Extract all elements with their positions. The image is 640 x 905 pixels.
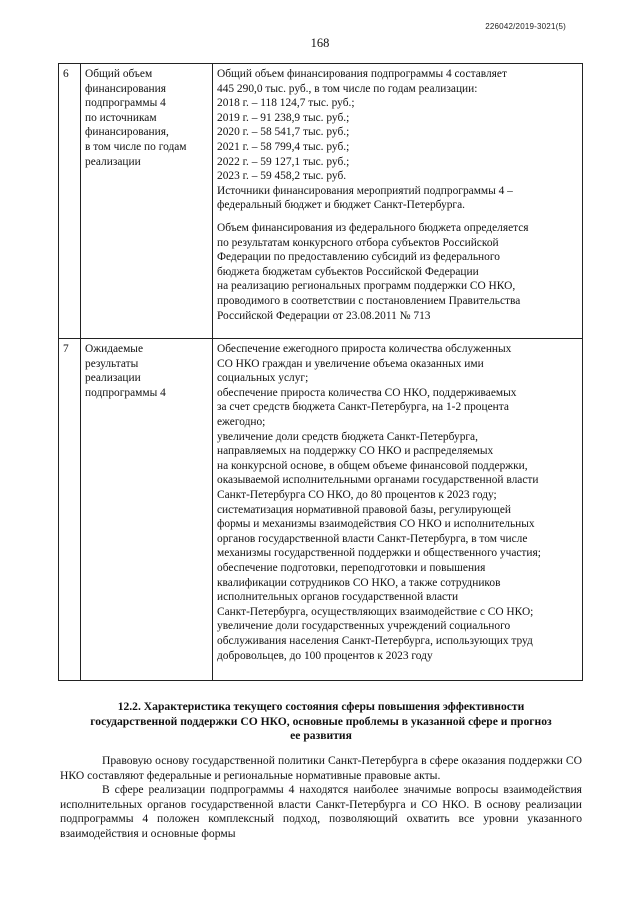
- label-line: финансирования,: [85, 126, 169, 139]
- content-line: СО НКО граждан и увеличение объема оказанных ими: [217, 357, 484, 370]
- content-line: на конкурсной основе, в общем объеме финансовой поддержки,: [217, 459, 528, 472]
- section-body: [60, 754, 582, 842]
- content-line: Санкт-Петербурга, осуществляющих взаимодействие с СО НКО;: [217, 605, 534, 618]
- content-line: 2018 г. – 118 124,7 тыс. руб.;: [217, 97, 355, 110]
- label-line: по источникам: [85, 111, 157, 124]
- row-number: 7: [59, 339, 81, 681]
- content-line: социальных услуг;: [217, 372, 309, 385]
- body-paragraph: Правовую основу государственной политики Санкт-Петербурга в сфере оказания поддержки СО НКО составляют федеральные и региональные нормативные правовые акты.: [60, 754, 582, 782]
- content-line: за счет средств бюджета Санкт-Петербурга, на 1-2 процента: [217, 401, 509, 414]
- row-number: 6: [59, 64, 81, 339]
- content-line: квалификации сотрудников СО НКО, а также сотрудников: [217, 576, 501, 589]
- content-line: обеспечение прироста количества СО НКО, поддерживаемых: [217, 386, 517, 399]
- content-line: увеличение доли государственных учреждений социального: [217, 620, 511, 633]
- section-title-line: ее развития: [290, 729, 352, 742]
- content-line: на реализацию региональных программ поддержки СО НКО,: [217, 280, 516, 293]
- label-line: подпрограммы 4: [85, 97, 166, 110]
- label-line: результаты: [85, 357, 139, 370]
- page-number: 168: [310, 36, 330, 50]
- document-code: 226042/2019-3021(5): [485, 22, 566, 31]
- content-line: направляемых на поддержку СО НКО и распределяемых: [217, 445, 494, 458]
- content-line: увеличение доли средств бюджета Санкт-Петербурга,: [217, 430, 478, 443]
- label-line: реализации: [85, 372, 141, 385]
- content-line: механизмы государственной поддержки и общественного участия;: [217, 547, 541, 560]
- content-line: 2020 г. – 58 541,7 тыс. руб.;: [217, 126, 350, 139]
- content-line: органов государственной власти Санкт-Петербурга, в том числе: [217, 532, 528, 545]
- content-line: бюджета бюджетам субъектов Российской Федерации: [217, 265, 479, 278]
- section-title-line: государственной поддержки СО НКО, основные проблемы в указанной сфере и прогноз: [90, 714, 552, 728]
- content-line: Федерации по предоставлению субсидий из федерального: [217, 251, 500, 264]
- section-title-line: 12.2. Характеристика текущего состояния сферы повышения эффективности: [117, 700, 525, 713]
- content-line: исполнительных органов государственной власти: [217, 591, 459, 604]
- content-line: добровольцев, до 100 процентов к 2023 году: [217, 649, 433, 662]
- row-content: [213, 64, 583, 339]
- content-line: 445 290,0 тыс. руб., в том числе по годам реализации:: [217, 82, 478, 95]
- content-line: Российской Федерации от 23.08.2011 № 713: [217, 309, 431, 322]
- row-label: [81, 64, 213, 339]
- content-line: проводимого в соответствии с постановлением Правительства: [217, 294, 521, 307]
- content-line: Обеспечение ежегодного прироста количества обслуженных: [217, 343, 512, 356]
- content-line: по результатам конкурсного отбора субъектов Российской: [217, 236, 499, 249]
- content-line: Санкт-Петербурга СО НКО, до 80 процентов к 2023 году;: [217, 489, 497, 502]
- table-row: [59, 64, 583, 339]
- section-title: [60, 700, 582, 744]
- content-line: Источники финансирования мероприятий подпрограммы 4 –: [217, 184, 513, 197]
- content-line: систематизация нормативной правовой базы, регулирующей: [217, 503, 511, 516]
- content-line: оказываемой исполнительными органами государственной власти: [217, 474, 539, 487]
- content-line: Объем финансирования из федерального бюджета определяется: [217, 221, 529, 234]
- content-line: ежегодно;: [217, 416, 266, 429]
- content-line: обеспечение подготовки, переподготовки и повышения: [217, 562, 486, 574]
- body-paragraph: В сфере реализации подпрограммы 4 находятся наиболее значимые вопросы взаимодействия исполнительных органов государственной власти Санкт-Петербурга и СО НКО. В основу реализации подпрограммы 4 положен комплексный подход, позволяющий охватить все уровни указанного взаимодействия и основные формы: [60, 783, 582, 840]
- label-line: подпрограммы 4: [85, 386, 166, 399]
- label-line: Общий объем: [85, 68, 153, 80]
- label-line: финансирования: [85, 82, 166, 95]
- content-line: 2023 г. – 59 458,2 тыс. руб.: [217, 170, 347, 183]
- row-label: [81, 339, 213, 681]
- content-line: 2022 г. – 59 127,1 тыс. руб.;: [217, 155, 350, 168]
- label-line: Ожидаемые: [85, 343, 144, 356]
- content-line: Общий объем финансирования подпрограммы 4 составляет: [217, 68, 507, 80]
- label-line: в том числе по годам: [85, 140, 187, 153]
- content-line: 2021 г. – 58 799,4 тыс. руб.;: [217, 140, 350, 153]
- content-line: формы и механизмы взаимодействия СО НКО и исполнительных: [217, 518, 535, 531]
- row-content: [213, 339, 583, 681]
- content-line: федеральный бюджет и бюджет Санкт-Петербурга.: [217, 199, 465, 212]
- content-line: 2019 г. – 91 238,9 тыс. руб.;: [217, 111, 350, 124]
- table-row: [59, 339, 583, 681]
- label-line: реализации: [85, 155, 141, 168]
- content-line: обслуживания населения Санкт-Петербурга, использующих труд: [217, 634, 533, 647]
- subprogram-passport-table: [58, 63, 583, 681]
